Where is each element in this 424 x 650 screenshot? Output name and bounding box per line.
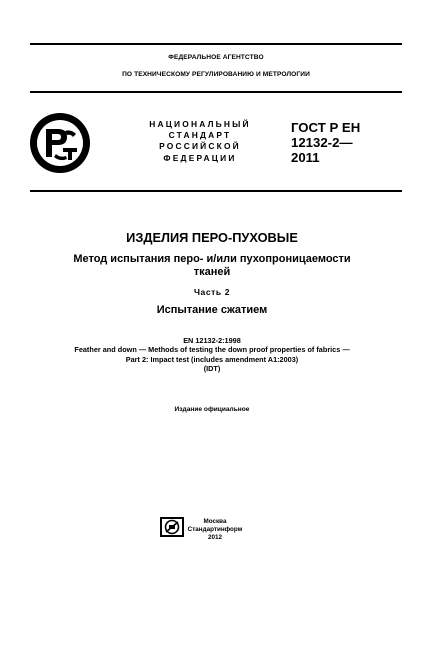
header-middle-rule <box>30 91 402 93</box>
national-standard-label <box>120 119 280 164</box>
header-bottom-rule <box>30 190 402 192</box>
official-edition-label: Издание официальное <box>174 406 250 413</box>
identity-mark: (IDT) <box>203 364 221 374</box>
national-standard-line4: ФЕДЕРАЦИИ <box>163 152 237 163</box>
publication-year: 2012 <box>207 534 222 542</box>
standartinform-logo-icon <box>160 517 184 537</box>
english-reference-block <box>0 336 424 374</box>
rst-logo-icon <box>29 112 91 174</box>
en-standard-reference: EN 12132-2:1998 <box>183 336 241 345</box>
national-standard-line3: РОССИЙСКОЙ <box>159 141 241 152</box>
standard-designation <box>291 120 360 165</box>
publisher-city: Москва <box>203 518 227 525</box>
header-top-rule <box>30 43 402 45</box>
designation-line2: 12132-2— <box>291 135 353 150</box>
english-title-line2: Part 2: Impact test (includes amendment A1:2003) <box>125 354 299 364</box>
part-number: Часть 2 <box>193 287 231 297</box>
document-subtitle-line2: тканей <box>193 266 231 278</box>
agency-name-line2: ПО ТЕХНИЧЕСКОМУ РЕГУЛИРОВАНИЮ И МЕТРОЛОГИИ <box>122 71 310 78</box>
publisher-name: Стандартинформ <box>187 526 243 534</box>
national-standard-line2: СТАНДАРТ <box>168 130 232 141</box>
english-title-line1: Feather and down — Methods of testing the down proof properties of fabrics — <box>74 345 350 355</box>
designation-line1: ГОСТ Р ЕН <box>291 120 361 135</box>
part-title: Испытание сжатием <box>156 304 268 316</box>
designation-line3: 2011 <box>291 150 320 165</box>
agency-name-line1: ФЕДЕРАЛЬНОЕ АГЕНТСТВО <box>168 54 264 61</box>
publisher-block <box>185 518 245 543</box>
document-subtitle-line1: Метод испытания перо- и/или пухопроницаемости <box>73 253 351 265</box>
document-title: ИЗДЕЛИЯ ПЕРО-ПУХОВЫЕ <box>126 230 298 245</box>
national-standard-line1: НАЦИОНАЛЬНЫЙ <box>149 119 251 129</box>
